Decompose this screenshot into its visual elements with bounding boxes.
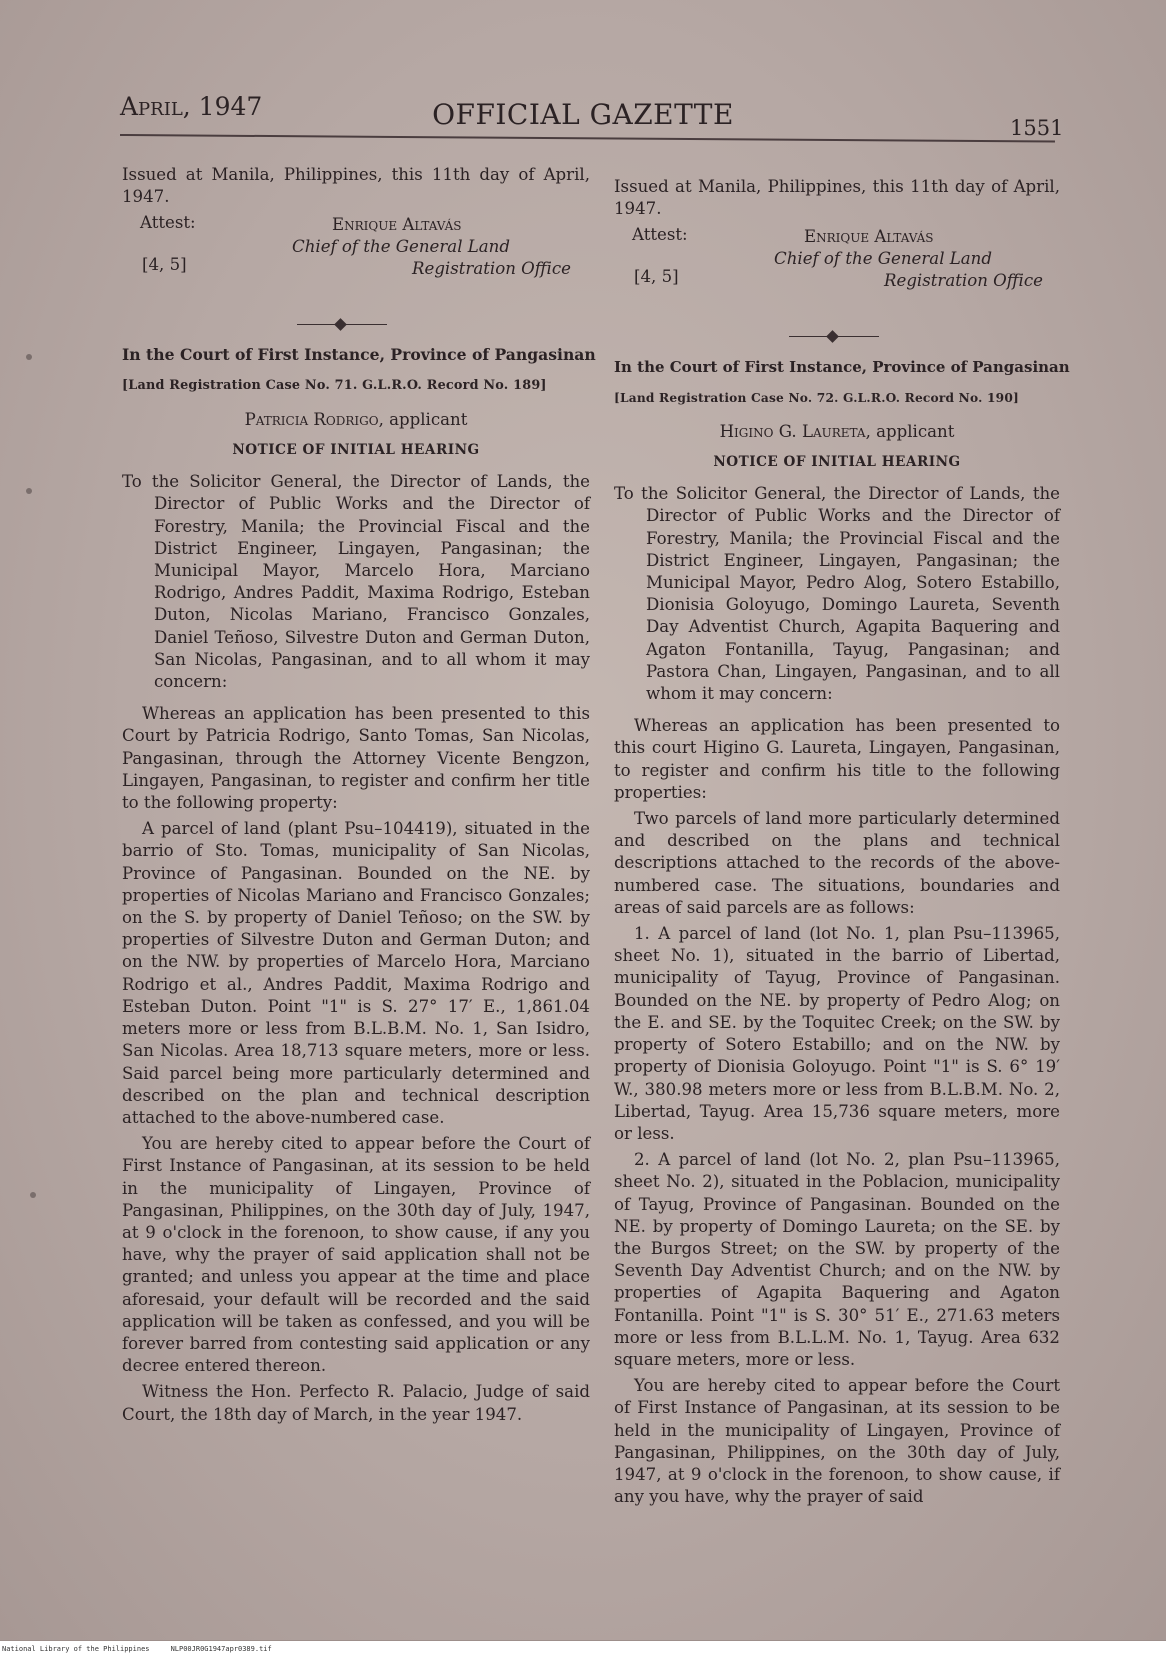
body-paragraph: You are hereby cited to appear before the Court of First Instance of Pangasinan, at its session to be held in the municipality of Lingayen, Province of Pangasinan, Philippines, on the 30th day of July, 1947, at 9 o'clock in the forenoon, to show cause, if any you have, why the prayer of said application shall not be granted; and unless you appear at the time and place aforesaid, your default will be recorded and the said application will be taken as confessed, and you will be forever barred from contesting said application or any decree entered thereon. bbox=[122, 1134, 590, 1376]
signatory-title-line2: Registration Office bbox=[412, 259, 571, 279]
addressees-paragraph: To the Solicitor General, the Director of Lands, the Director of Public Works and the Director of Forestry, Manila; the Provincial Fiscal and the District Engineer, Lingayen, Pangasinan; the Municipal Mayor, Pedro Alog, Sotero Estabillo, Dionisia Goloyugo, Domingo Laureta, Seventh Day Adventist Church, Agapita Baquering and Agaton Fontanilla, Tayug, Pangasinan; and Pastora Chan, Lingayen, Pangasinan, and to all whom it may concern: bbox=[614, 484, 1060, 704]
body-paragraph: Witness the Hon. Perfecto R. Palacio, Judge of said Court, the 18th day of March, in the year 1947. bbox=[122, 1382, 590, 1424]
notice-heading: NOTICE OF INITIAL HEARING bbox=[232, 442, 480, 459]
attest-label: Attest: bbox=[140, 213, 196, 233]
issued-line: Issued at Manila, Philippines, this 11th day of April, 1947. bbox=[122, 165, 590, 207]
issued-line: Issued at Manila, Philippines, this 11th day of April, 1947. bbox=[614, 177, 1060, 219]
applicant-line bbox=[122, 409, 590, 431]
body-paragraph: A parcel of land (plant Psu–104419), situated in the barrio of Sto. Tomas, municipality of San Nicolas, Province of Pangasinan. Bounded on the NE. by properties of Nicolas Mariano and Francisco Gonzales; on the S. by property of Daniel Teñoso; on the SW. by properties of Silvestre Duton and German Duton; and on the NW. by properties of Marcelo Hora, Marciano Rodrigo et al., Andres Paddit, Maxima Rodrigo and Esteban Duton. Point "1" is S. 27° 17′ E., 1,861.04 meters more or less from B.L.B.M. No. 1, San Isidro, San Nicolas. Area 18,713 square meters, more or less. Said parcel being more particularly determined and described on the plan and technical description attached to the above-numbered case. bbox=[122, 819, 590, 1127]
body-paragraph: You are hereby cited to appear before the Court of First Instance of Pangasinan, at its session to be held in the municipality of Lingayen, Province of Pangasinan, Philippines, on the 30th day of July, 1947, at 9 o'clock in the forenoon, to show cause, if any you have, why the prayer of said bbox=[614, 1376, 1060, 1507]
attest-label: Attest: bbox=[632, 225, 688, 245]
attestation-block bbox=[614, 224, 1060, 320]
court-heading: In the Court of First Instance, Province of Pangasinan bbox=[122, 345, 596, 365]
body-paragraph: Whereas an application has been presented to this Court by Patricia Rodrigo, Santo Tomas, San Nicolas, Pangasinan, through the Attorney Vicente Bengzon, Lingayen, Pangasinan, to register and confirm her title to the following property: bbox=[122, 704, 590, 813]
case-reference: [Land Registration Case No. 71. G.L.R.O. Record No. 189] bbox=[122, 377, 547, 393]
signatory-title-line2: Registration Office bbox=[884, 271, 1043, 291]
applicant-line bbox=[614, 421, 1060, 443]
section-divider bbox=[122, 312, 590, 338]
notice-heading: NOTICE OF INITIAL HEARING bbox=[713, 454, 961, 471]
page-header bbox=[0, 92, 1166, 152]
section-divider bbox=[614, 324, 1060, 350]
applicant-suffix: , applicant bbox=[378, 409, 468, 429]
signatory-name: Enrique Altavás bbox=[332, 215, 462, 235]
addressees-paragraph: To the Solicitor General, the Director of Lands, the Director of Public Works and the Director of Forestry, Manila; the Provincial Fiscal and the District Engineer, Lingayen, Pangasinan; the Municipal Mayor, Marcelo Hora, Marciano Rodrigo, Andres Paddit, Maxima Rodrigo, Esteban Duton, Nicolas Mariano, Francisco Gonzales, Daniel Teñoso, Silvestre Duton and German Duton, San Nicolas, Pangasinan, and to all whom it may concern: bbox=[122, 472, 590, 692]
header-date: April, 1947 bbox=[120, 92, 263, 121]
case-reference: [Land Registration Case No. 72. G.L.R.O. Record No. 190] bbox=[614, 390, 1019, 405]
citation: [4, 5] bbox=[142, 255, 187, 275]
margin-speck bbox=[26, 354, 32, 360]
signatory-title-line1: Chief of the General Land bbox=[774, 249, 992, 269]
applicant-name: Higino G. Laureta bbox=[719, 421, 866, 441]
court-heading: In the Court of First Instance, Province of Pangasinan bbox=[614, 358, 1070, 377]
right-column bbox=[614, 176, 1070, 1512]
scan-footer: National Library of the Philippines NLP00JR0G1947apr0389.tif bbox=[0, 1641, 1166, 1658]
margin-speck bbox=[30, 1192, 36, 1198]
left-column bbox=[122, 164, 596, 1430]
applicant-suffix: , applicant bbox=[865, 421, 955, 441]
body-paragraph: 2. A parcel of land (lot No. 2, plan Psu–113965, sheet No. 2), situated in the Poblacion, municipality of Tayug, Province of Pangasinan. Bounded on the NE. by property of Domingo Laureta; on the SE. by the Burgos Street; on the SW. by property of the Seventh Day Adventist Church; and on the NW. by properties of Agapita Baquering and Agaton Fontanilla. Point "1" is S. 30° 51′ E., 271.63 meters more or less from B.L.L.M. No. 1, Tayug. Area 632 square meters, more or less. bbox=[614, 1150, 1060, 1369]
body-paragraph: Two parcels of land more particularly determined and described on the plans and technical descriptions attached to the records of the above-numbered case. The situations, boundaries and areas of said parcels are as follows: bbox=[614, 809, 1060, 917]
signatory-name: Enrique Altavás bbox=[804, 227, 934, 247]
body-paragraph: 1. A parcel of land (lot No. 1, plan Psu–113965, sheet No. 1), situated in the barrio of Libertad, municipality of Tayug, Province of Pangasinan. Bounded on the NE. by property of Pedro Alog; on the E. and SE. by the Toquitec Creek; on the SW. by property of Sotero Estabillo; and on the NW. by property of Dionisia Goloyugo. Point "1" is S. 6° 19′ W., 380.98 meters more or less from B.L.B.M. No. 2, Libertad, Tayug. Area 15,736 square meters, more or less. bbox=[614, 924, 1060, 1143]
attestation-block bbox=[122, 212, 590, 308]
signatory-title-line1: Chief of the General Land bbox=[292, 237, 510, 257]
margin-speck bbox=[26, 488, 32, 494]
publication-title: OFFICIAL GAZETTE bbox=[432, 98, 734, 131]
applicant-name: Patricia Rodrigo bbox=[244, 409, 379, 429]
page-number: 1551 bbox=[1010, 116, 1064, 140]
body-paragraph: Whereas an application has been presented to this court Higino G. Laureta, Lingayen, Pangasinan, to register and confirm his title to the following properties: bbox=[614, 716, 1060, 802]
citation: [4, 5] bbox=[634, 267, 679, 287]
